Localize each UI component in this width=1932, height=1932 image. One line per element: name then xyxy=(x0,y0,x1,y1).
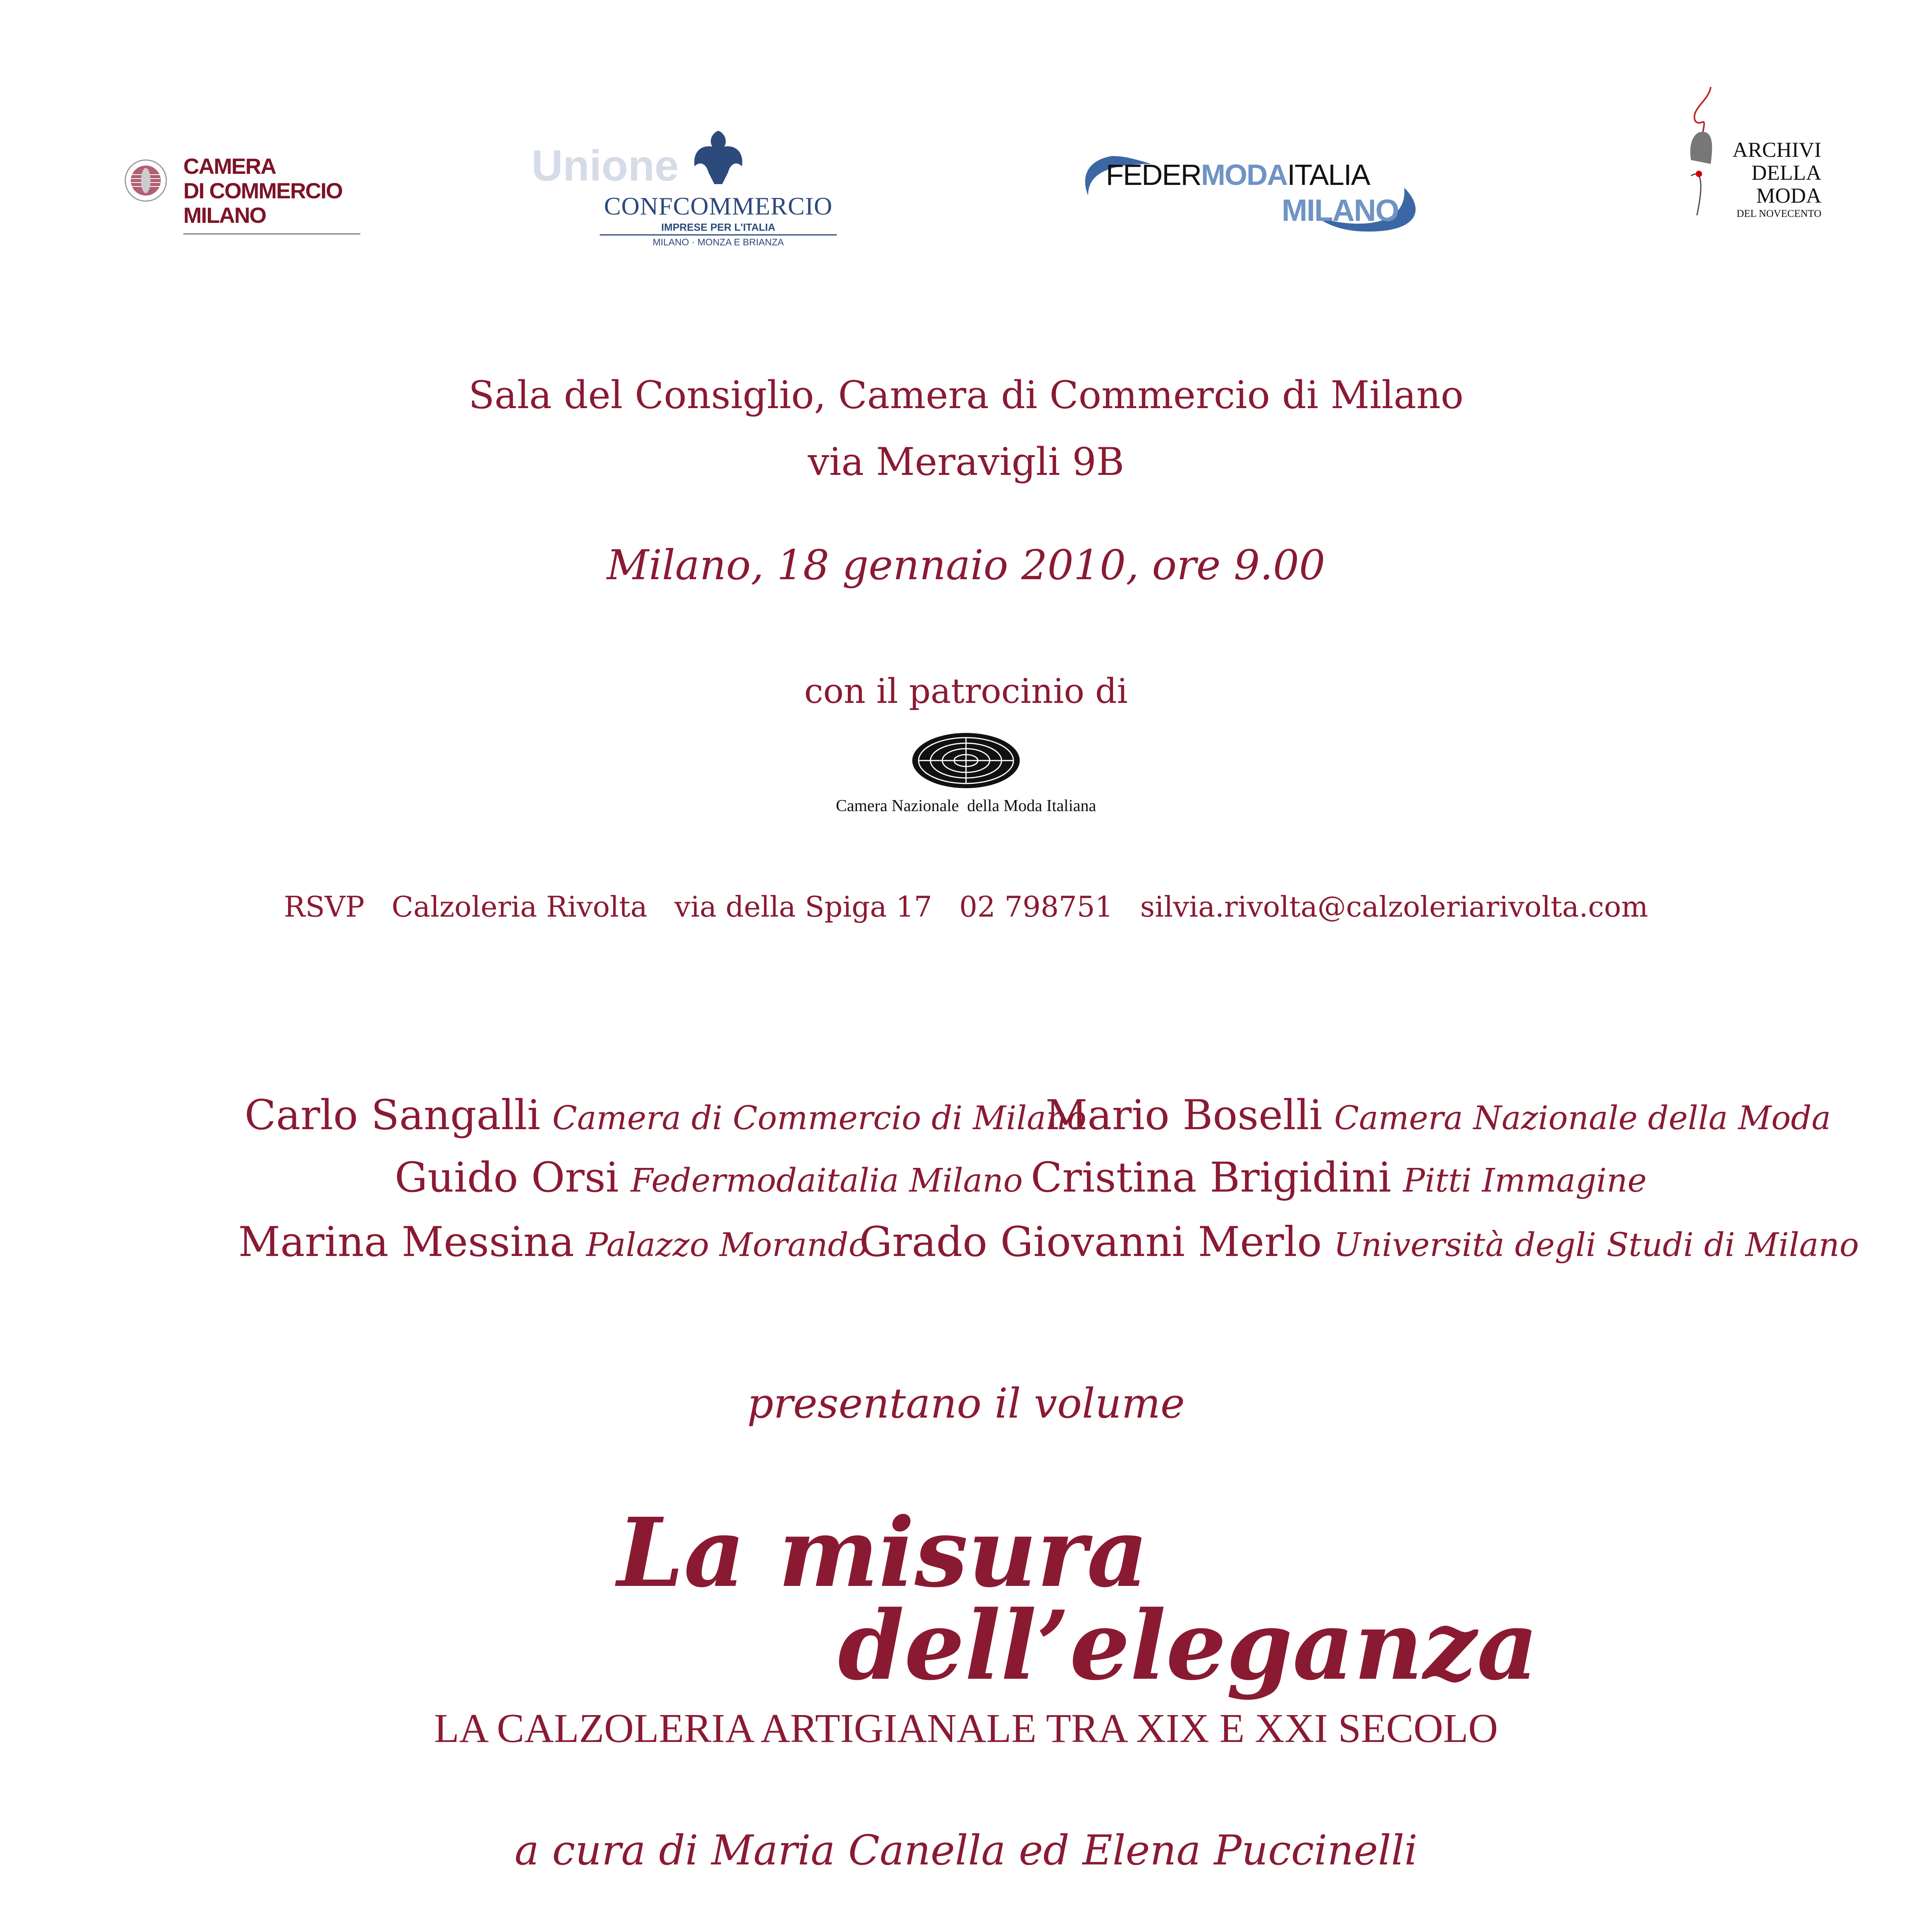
logo-line: DI COMMERCIO xyxy=(183,178,343,203)
cnmi-name: Camera Nazionale della Moda Italiana xyxy=(836,797,1096,815)
archivi-moda-logo xyxy=(1679,85,1821,223)
cnmi-logo xyxy=(808,731,1124,818)
speaker xyxy=(1045,1091,1831,1151)
book-editors: a cura di Maria Canella ed Elena Puccinelli xyxy=(514,1826,1418,1874)
camera-commercio-logo xyxy=(124,154,361,237)
divider xyxy=(183,233,360,235)
speaker xyxy=(238,1218,868,1278)
speaker-name: Guido Orsi xyxy=(395,1153,619,1201)
speaker xyxy=(1031,1154,1647,1213)
watermark: Unione xyxy=(531,141,679,190)
confcommercio-name: CONFCOMMERCIO xyxy=(604,192,833,220)
region: MILANO · MONZA E BRIANZA xyxy=(652,237,784,248)
logo-part: MODA xyxy=(1201,158,1287,191)
book-subtitle: LA CALZOLERIA ARTIGIANALE TRA XIX E XXI SECOLO xyxy=(434,1706,1498,1751)
speaker-role: Pitti Immagine xyxy=(1403,1162,1647,1199)
venue-line-2: via Meravigli 9B xyxy=(808,440,1124,484)
confcommercio-logo xyxy=(531,126,837,249)
speaker-name: Marina Messina xyxy=(238,1218,574,1266)
speaker xyxy=(245,1091,1087,1151)
patronage-label: con il patrocinio di xyxy=(804,672,1128,711)
logo-line: MODA xyxy=(1756,184,1821,207)
logo-city: MILANO xyxy=(1282,193,1399,228)
logo-line: CAMERA xyxy=(183,154,276,179)
seal-icon xyxy=(124,159,168,202)
logo-line: DELLA xyxy=(1751,161,1821,185)
logo-sub: DEL NOVECENTO xyxy=(1736,208,1821,219)
speaker-name: Mario Boselli xyxy=(1045,1091,1322,1139)
venue-line-1: Sala del Consiglio, Camera di Commercio di Milano xyxy=(468,373,1464,417)
speaker-role: Camera Nazionale della Moda xyxy=(1334,1100,1831,1137)
speaker-role: Università degli Studi di Milano xyxy=(1333,1226,1859,1264)
federmoda-logo xyxy=(1080,152,1436,237)
cnmi-emblem-icon xyxy=(911,731,1021,790)
book-title-line-2: dell’eleganza xyxy=(838,1590,1538,1701)
logo-part: ITALIA xyxy=(1287,158,1370,191)
speaker-role: Camera di Commercio di Milano xyxy=(552,1100,1087,1137)
speaker-name: Carlo Sangalli xyxy=(245,1091,540,1139)
divider xyxy=(600,234,837,235)
logo-line: ARCHIVI xyxy=(1732,138,1821,162)
speaker-role: Palazzo Morando xyxy=(586,1226,868,1264)
logo-line: MILANO xyxy=(183,203,266,228)
figure-icon xyxy=(1679,85,1727,223)
speaker-role: Federmodaitalia Milano xyxy=(631,1162,1023,1199)
present-label: presentano il volume xyxy=(747,1379,1185,1427)
speaker-name: Cristina Brigidini xyxy=(1031,1153,1392,1201)
rsvp-line: RSVP Calzoleria Rivolta via della Spiga 17 02 798751 silvia.rivolta@calzoleriarivolta.com xyxy=(284,890,1648,923)
logo-part: FEDER xyxy=(1106,158,1201,191)
event-date: Milano, 18 gennaio 2010, ore 9.00 xyxy=(606,541,1326,589)
speaker-name: Grado Giovanni Merlo xyxy=(859,1218,1322,1266)
book-title-line-1: La misura xyxy=(617,1497,1149,1608)
speaker xyxy=(859,1218,1859,1278)
speaker xyxy=(395,1154,1023,1213)
tagline: IMPRESE PER L'ITALIA xyxy=(661,221,776,233)
eagle-icon xyxy=(685,129,752,188)
